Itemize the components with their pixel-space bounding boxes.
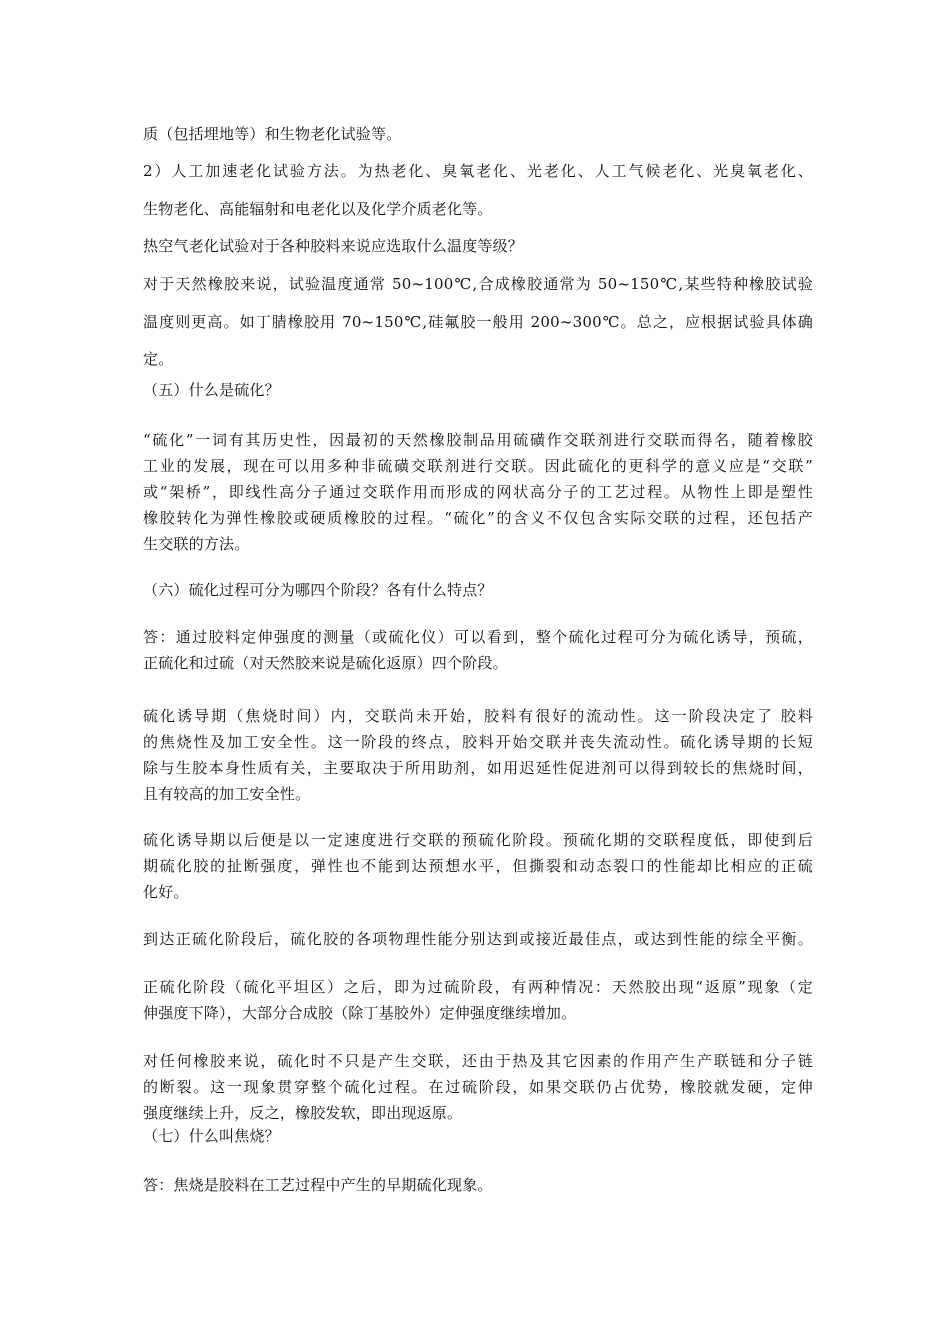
text-line: 定。 xyxy=(143,350,174,368)
text-line: 橡胶转化为弹性橡胶或硬质橡胶的过程。“硫化”的含义不仅包含实际交联的过程，还包括产 xyxy=(143,509,813,527)
text-line: 硫化诱导期（焦烧时间）内，交联尚未开始，胶料有很好的流动性。这一阶段决定了 胶料 xyxy=(143,707,813,725)
text-line: 生物老化、高能辐射和电老化以及化学介质老化等。 xyxy=(143,200,493,218)
text-line: 答：焦烧是胶料在工艺过程中产生的早期硫化现象。 xyxy=(143,1176,493,1194)
text-line: 伸强度下降），大部分合成胶（除丁基胶外）定伸强度继续增加。 xyxy=(143,1004,577,1022)
text-line: 工业的发展，现在可以用多种非硫磺交联剂进行交联。因此硫化的更科学的意义应是“交联” xyxy=(143,457,813,475)
question-line: 热空气老化试验对于各种胶料来说应选取什么温度等级？ xyxy=(143,237,524,255)
text-line: 2）人工加速老化试验方法。为热老化、臭氧老化、光老化、人工气候老化、光臭氧老化、 xyxy=(143,162,813,180)
text-line: 对于天然橡胶来说，试验温度通常 50~100℃,合成橡胶通常为 50~150℃,某些特种橡胶试验 xyxy=(143,275,813,293)
text-line: “硫化”一词有其历史性，因最初的天然橡胶制品用硫磺作交联剂进行交联而得名，随着橡胶 xyxy=(143,431,813,449)
text-line: 的断裂。这一现象贯穿整个硫化过程。在过硫阶段，如果交联仍占优势，橡胶就发硬，定伸 xyxy=(143,1078,813,1096)
text-line: 或“架桥”，即线性高分子通过交联作用而形成的网状高分子的工艺过程。从物性上即是塑性 xyxy=(143,483,813,501)
section-heading-5: （五）什么是硫化？ xyxy=(143,381,280,399)
section-heading-6: （六）硫化过程可分为哪四个阶段？各有什么特点？ xyxy=(143,581,493,599)
text-line: 质（包括埋地等）和生物老化试验等。 xyxy=(143,125,402,143)
text-line: 温度则更高。如丁腈橡胶用 70~150℃,硅氟胶一般用 200~300℃。总之，应根据试验具体确 xyxy=(143,313,813,331)
text-line: 正硫化阶段（硫化平坦区）之后，即为过硫阶段，有两种情况：天然胶出现“返原”现象（定 xyxy=(143,978,813,996)
text-line: 生交联的方法。 xyxy=(143,535,250,553)
text-line: 答：通过胶料定伸强度的测量（或硫化仪）可以看到，整个硫化过程可分为硫化诱导，预硫， xyxy=(143,628,813,646)
text-line: 化好。 xyxy=(143,883,189,901)
text-line: 到达正硫化阶段后，硫化胶的各项物理性能分别达到或接近最佳点，或达到性能的综全平衡。 xyxy=(143,930,813,948)
section-heading-7: （七）什么叫焦烧？ xyxy=(143,1127,280,1145)
text-line: 且有较高的加工安全性。 xyxy=(143,785,311,803)
text-line: 期硫化胶的扯断强度，弹性也不能到达预想水平，但撕裂和动态裂口的性能却比相应的正硫 xyxy=(143,857,813,875)
text-line: 对任何橡胶来说，硫化时不只是产生交联，还由于热及其它因素的作用产生产联链和分子链 xyxy=(143,1052,813,1070)
text-line: 硫化诱导期以后便是以一定速度进行交联的预硫化阶段。预硫化期的交联程度低，即使到后 xyxy=(143,831,813,849)
text-line: 强度继续上升，反之，橡胶发软，即出现返原。 xyxy=(143,1104,463,1122)
text-line: 除与生胶本身性质有关，主要取决于所用助剂，如用迟延性促进剂可以得到较长的焦烧时间， xyxy=(143,759,813,777)
text-line: 正硫化和过硫（对天然胶来说是硫化返原）四个阶段。 xyxy=(143,654,508,672)
text-line: 的焦烧性及加工安全性。这一阶段的终点，胶料开始交联并丧失流动性。硫化诱导期的长短 xyxy=(143,733,813,751)
